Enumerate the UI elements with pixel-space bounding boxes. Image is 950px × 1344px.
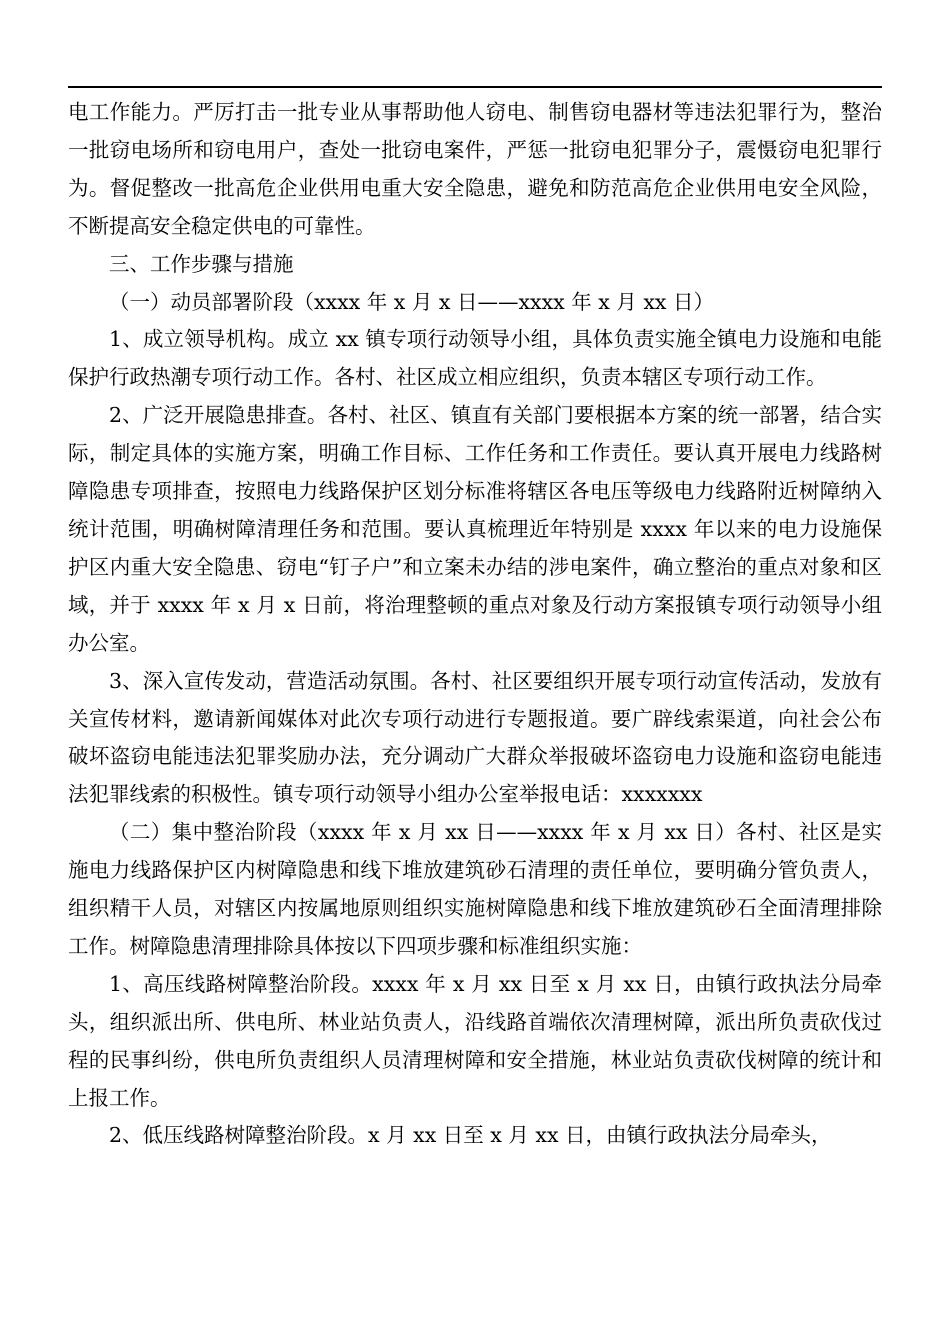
document-body xyxy=(68,94,882,1155)
paragraph-inspection: 2、广泛开展隐患排查。各村、社区、镇直有关部门要根据本方案的统一部署，结合实际，制定具体的实施方案，明确工作目标、工作任务和工作责任。要认真开展电力线路树障隐患专项排查，按照电力线路保护区划分标准将辖区各电压等级电力线路附近树障纳入统计范围，明确树障清理任务和范围。要认真梳理近年特别是 xxxx 年以来的电力设施保护区内重大安全隐患、窃电“钉子户”和立案未办结的涉电案件，确立整治的重点对象和区域，并于 xxxx 年 x 月 x 日前，将治理整顿的重点对象及行动方案报镇专项行动领导小组办公室。 xyxy=(68,403,882,655)
paragraph-publicity: 3、深入宣传发动，营造活动氛围。各村、社区要组织开展专项行动宣传活动，发放有关宣传材料，邀请新闻媒体对此次专项行动进行专题报道。要广辟线索渠道，向社会公布破坏盗窃电能违法犯罪奖励办法，充分调动广大群众举报破坏盗窃电力设施和盗窃电能违法犯罪线索的积极性。镇专项行动领导小组办公室举报电话：xxxxxxx xyxy=(68,668,882,807)
header-rule xyxy=(68,86,882,88)
paragraph-rectification: （二）集中整治阶段（xxxx 年 x 月 xx 日——xxxx 年 x 月 xx 日）各村、社区是实施电力线路保护区内树障隐患和线下堆放建筑砂石清理的责任单位，要明确分管负责人，组织精干人员，对辖区内按属地原则组织实施树障隐患和线下堆放建筑砂石全面清理排除工作。树障隐患清理排除具体按以下四项步骤和标准组织实施： xyxy=(68,820,882,958)
section-heading-steps: 三、工作步骤与措施 xyxy=(109,251,294,276)
subsection-heading-mobilization: （一）动员部署阶段（xxxx 年 x 月 x 日——xxxx 年 x 月 xx 日） xyxy=(109,289,714,314)
paragraph-leadership: 1、成立领导机构。成立 xx 镇专项行动领导小组，具体负责实施全镇电力设施和电能保护行政热潮专项行动工作。各村、社区成立相应组织，负责本辖区专项行动工作。 xyxy=(68,327,882,390)
paragraph-high-voltage: 1、高压线路树障整治阶段。xxxx 年 x 月 xx 日至 x 月 xx 日，由镇行政执法分局牵头，组织派出所、供电所、林业站负责人，沿线路首端依次清理树障，派出所负责砍伐过程的民事纠纷，供电所负责组织人员清理树障和安全措施，林业站负责砍伐树障的统计和上报工作。 xyxy=(68,971,882,1110)
paragraph-low-voltage: 2、低压线路树障整治阶段。x 月 xx 日至 x 月 xx 日，由镇行政执法分局牵头， xyxy=(109,1123,832,1148)
paragraph-continuation: 电工作能力。严厉打击一批专业从事帮助他人窃电、制售窃电器材等违法犯罪行为，整治一批窃电场所和窃电用户，查处一批窃电案件，严惩一批窃电犯罪分子，震慑窃电犯罪行为。督促整改一批高危企业供用电重大安全隐患，避免和防范高危企业供用电安全风险，不断提高安全稳定供电的可靠性。 xyxy=(68,100,882,238)
